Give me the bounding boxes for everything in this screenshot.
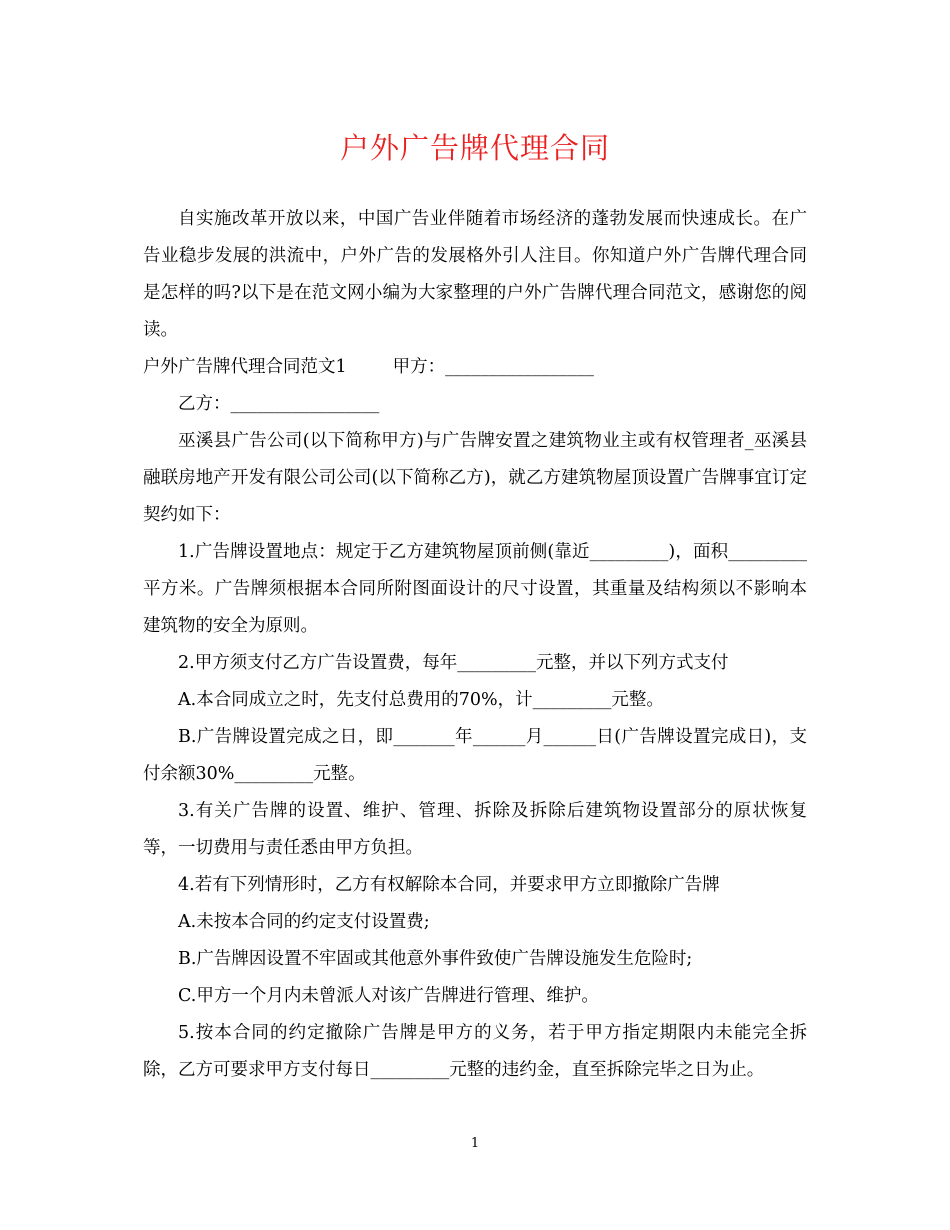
clause-2b-balance-payment: B.广告牌设置完成之日，即_______年______月______日(广告牌设置完成日)，支付余额30%_________元整。	[143, 727, 807, 784]
clause-2a-first-payment: A.本合同成立之时，先支付总费用的70%，计_________元整。	[178, 690, 664, 710]
document-body	[143, 201, 807, 1089]
sample-heading-line	[143, 349, 807, 386]
clause-4-termination: 4.若有下列情形时，乙方有权解除本合同，并要求甲方立即撤除广告牌	[178, 875, 720, 895]
party-a-field: 甲方：_________________	[392, 357, 594, 377]
clause-3-costs: 3.有关广告牌的设置、维护、管理、拆除及拆除后建筑物设置部分的原状恢复等，一切费用与责任悉由甲方负担。	[143, 801, 807, 858]
clause-2-fee: 2.甲方须支付乙方广告设置费，每年_________元整，并以下列方式支付	[178, 653, 729, 673]
page-number: 1	[470, 1136, 480, 1151]
clause-4b: B.广告牌因设置不牢固或其他意外事件致使广告牌设施发生危险时;	[178, 949, 693, 969]
paragraph-parties: 巫溪县广告公司(以下简称甲方)与广告牌安置之建筑物业主或有权管理者_巫溪县融联房地产开发有限公司公司(以下简称乙方)，就乙方建筑物屋顶设置广告牌事宜订定契约如下：	[143, 431, 807, 525]
clause-4a: A.未按本合同的约定支付设置费;	[178, 912, 430, 932]
clause-4c: C.甲方一个月内未曾派人对该广告牌进行管理、维护。	[178, 986, 599, 1006]
intro-paragraph: 自实施改革开放以来，中国广告业伴随着市场经济的蓬勃发展而快速成长。在广告业稳步发展的洪流中，户外广告的发展格外引人注目。你知道户外广告牌代理合同是怎样的吗?以下是在范文网小编为大家整理的户外广告牌代理合同范文，感谢您的阅读。	[143, 209, 807, 340]
document-title: 户外广告牌代理合同	[339, 131, 610, 165]
clause-1-location: 1.广告牌设置地点：规定于乙方建筑物屋顶前侧(靠近_________)，面积_________平方米。广告牌须根据本合同所附图面设计的尺寸设置，其重量及结构须以不影响本建筑物的安全为原则。	[143, 542, 807, 636]
party-b-field: 乙方：_________________	[178, 394, 380, 414]
clause-5-removal: 5.按本合同的约定撤除广告牌是甲方的义务，若于甲方指定期限内未能完全拆除，乙方可要求甲方支付每日_________元整的违约金，直至拆除完毕之日为止。	[143, 1023, 807, 1080]
sample-heading: 户外广告牌代理合同范文1	[143, 357, 347, 377]
